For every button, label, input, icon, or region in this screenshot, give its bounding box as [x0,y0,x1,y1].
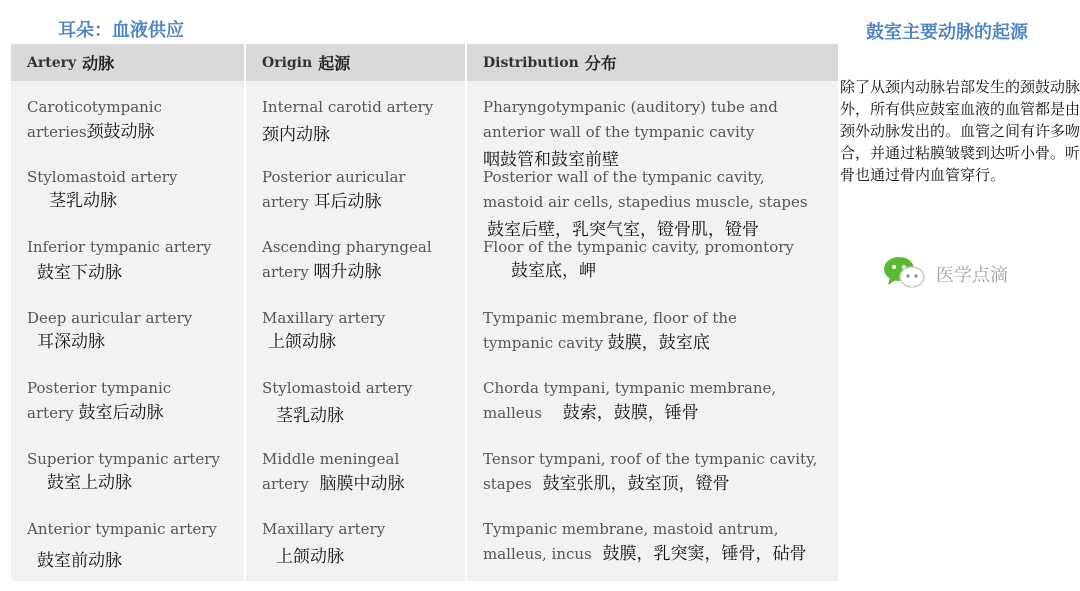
table-row-cell-origin [262,235,467,285]
dist-en: Tympanic membrane, floor of the tympanic cavity [483,309,737,352]
dist-en: Floor of the tympanic cavity, promontory [483,238,794,256]
side-title: 鼓室主要动脉的起源 [866,22,1028,43]
wechat-icon [882,254,926,294]
origin-en: Middle meningeal artery [262,450,400,493]
table-row-cell-distribution [483,517,845,567]
table-row-cell-artery [27,95,247,145]
artery-zh: 耳深动脉 [37,332,105,352]
table-row-cell-distribution [483,235,845,281]
table-row-cell-artery [27,447,247,493]
table-row-cell-artery [27,235,247,283]
table-row-cell-origin [262,165,467,215]
dist-en: Tensor tympani, roof of the tympanic cavity, stapes [483,450,818,493]
header-distribution [467,44,838,81]
table-row-cell-distribution [483,376,845,426]
dist-en: Pharyngotympanic (auditory) tube and anterior wall of the tympanic cavity [483,98,778,141]
origin-en: Ascending pharyngeal artery [262,238,432,281]
artery-zh: 鼓室下动脉 [37,263,122,283]
header-artery-zh: 动脉 [82,54,115,73]
artery-zh: 颈鼓动脉 [86,122,155,142]
wechat-label: 医学点滴 [936,265,1008,286]
artery-zh: 茎乳动脉 [49,191,117,211]
header-origin-en: Origin [262,54,313,71]
artery-en: Stylomastoid artery [27,168,178,186]
origin-zh: 上颌动脉 [276,547,344,567]
artery-zh: 鼓室前动脉 [37,551,122,571]
origin-zh: 脑膜中动脉 [319,474,405,494]
table-row-cell-artery [27,376,247,426]
artery-zh: 鼓室后动脉 [78,403,164,423]
header-distribution-zh: 分布 [584,54,617,73]
origin-zh: 咽升动脉 [313,262,382,282]
table-row-cell-origin [262,376,467,426]
dist-zh: 鼓室张肌，鼓室顶，镫骨 [542,474,730,494]
origin-zh: 颈内动脉 [262,125,330,145]
header-origin [246,44,465,81]
artery-zh: 鼓室上动脉 [47,473,132,493]
table-row-cell-distribution [483,95,845,170]
dist-en: Tympanic membrane, mastoid antrum, malleus, incus [483,520,779,563]
table-row-cell-distribution [483,447,845,497]
header-distribution-en: Distribution [483,54,579,71]
dist-zh: 咽鼓管和鼓室前壁 [483,150,619,170]
origin-en: Internal carotid artery [262,98,434,116]
header-origin-zh: 起源 [318,54,351,73]
table-row-cell-distribution [483,306,845,356]
table-row-cell-artery [27,517,247,571]
table-row-cell-distribution [483,165,845,240]
page-title: 耳朵：血液供应 [58,20,184,41]
dist-zh: 鼓膜，鼓室底 [607,333,710,353]
artery-en: Inferior tympanic artery [27,238,212,256]
table-row-cell-origin [262,95,467,145]
artery-en: Superior tympanic artery [27,450,220,468]
origin-en: Maxillary artery [262,520,386,538]
artery-table [11,44,838,581]
dist-en: Posterior wall of the tympanic cavity, mastoid air cells, stapedius muscle, stapes [483,168,808,211]
origin-en: Stylomastoid artery [262,379,413,397]
explanatory-note: 除了从颈内动脉岩部发生的颈鼓动脉外，所有供应鼓室血液的血管都是由颈外动脉发出的。血管之间有许多吻合，并通过粘膜皱襞到达听小骨。听骨也通过骨内血管穿行。 [840,78,1080,184]
header-artery [11,44,244,81]
origin-zh: 耳后动脉 [313,192,382,212]
dist-zh: 鼓膜，乳突窦，锤骨，砧骨 [602,544,807,564]
table-row-cell-artery [27,306,247,352]
dist-zh: 鼓室底，岬 [511,261,596,281]
wechat-watermark [882,254,1008,294]
artery-en: Posterior tympanic artery [27,379,172,422]
origin-zh: 茎乳动脉 [276,406,344,426]
table-row-cell-origin [262,517,467,567]
table-row-cell-origin [262,447,467,497]
origin-zh: 上颌动脉 [268,332,336,352]
table-row-cell-origin [262,306,467,352]
header-artery-en: Artery [27,54,77,71]
dist-en: Chorda tympani, tympanic membrane, malleus [483,379,777,422]
origin-en: Posterior auricular artery [262,168,406,211]
dist-zh: 鼓索，鼓膜，锤骨 [562,403,699,423]
dist-zh: 鼓室后壁，乳突气室，镫骨肌，镫骨 [487,220,759,240]
artery-en: Anterior tympanic artery [27,520,217,538]
artery-en: Deep auricular artery [27,309,193,327]
origin-en: Maxillary artery [262,309,386,327]
table-row-cell-artery [27,165,247,211]
artery-en: Caroticotympanic arteries [27,98,163,141]
